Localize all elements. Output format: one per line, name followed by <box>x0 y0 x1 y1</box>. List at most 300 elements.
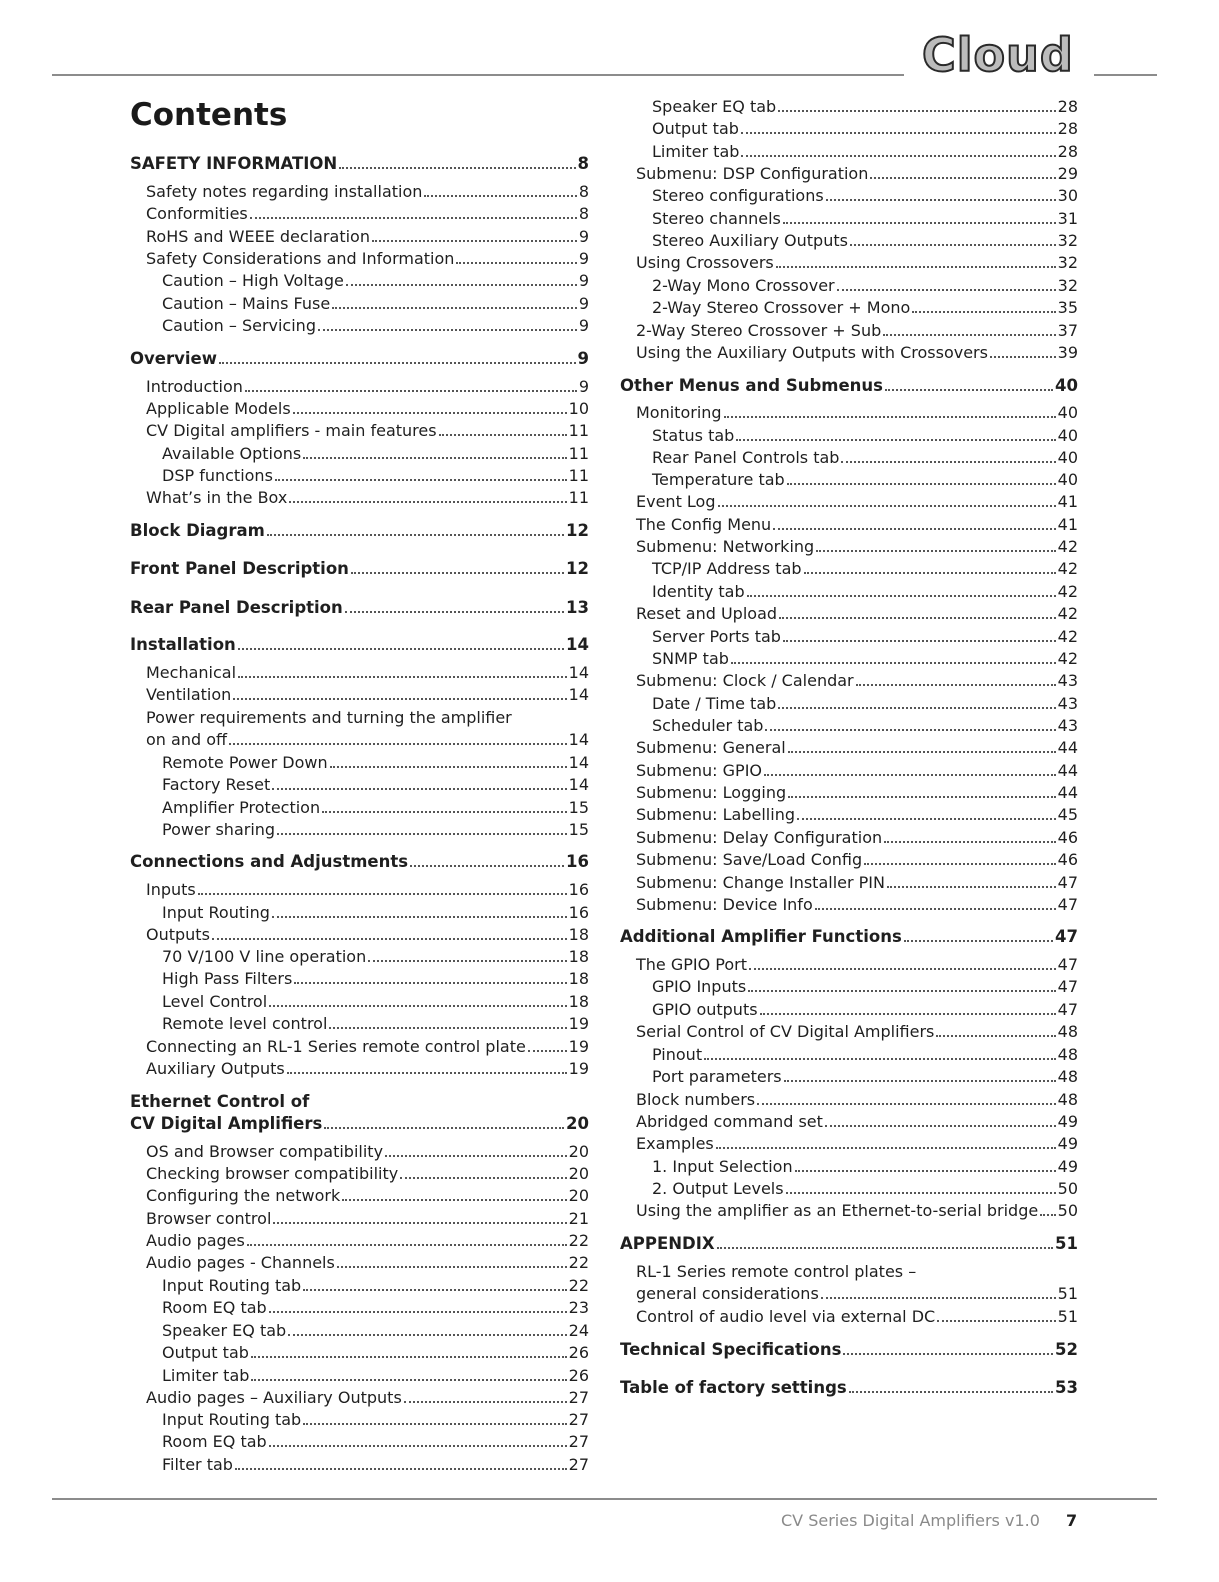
toc-entry[interactable] <box>130 924 589 946</box>
toc-dot-leader <box>528 1050 567 1052</box>
toc-entry-page: 50 <box>1057 1201 1078 1220</box>
toc-entry-page: 15 <box>568 798 589 817</box>
toc-entry[interactable] <box>130 1252 589 1274</box>
toc-entry-title: Overview <box>130 349 217 368</box>
toc-entry-title: High Pass Filters <box>162 969 293 988</box>
toc-entry[interactable] <box>620 96 1078 118</box>
toc-entry[interactable] <box>130 684 589 706</box>
toc-entry[interactable] <box>620 894 1078 916</box>
toc-entry-title: Rear Panel Description <box>130 598 343 617</box>
toc-entry-page: 47 <box>1057 1000 1078 1019</box>
toc-entry-page: 10 <box>568 399 589 418</box>
toc-entry-page: 44 <box>1057 783 1078 802</box>
toc-entry-title: CV Digital amplifiers - main features <box>146 421 437 440</box>
toc-entry-page: 20 <box>568 1142 589 1161</box>
toc-entry-page: 9 <box>578 249 589 268</box>
toc-entry[interactable] <box>620 320 1078 342</box>
toc-entry[interactable] <box>130 1409 589 1431</box>
toc-entry[interactable] <box>130 819 589 841</box>
toc-entry-page: 52 <box>1055 1340 1078 1359</box>
toc-entry[interactable] <box>130 420 589 442</box>
toc-entry[interactable] <box>620 670 1078 692</box>
toc-entry[interactable] <box>620 1156 1078 1178</box>
toc-entry[interactable] <box>130 1365 589 1387</box>
toc-dot-leader <box>778 707 1055 709</box>
toc-entry-title: Introduction <box>146 377 243 396</box>
toc-entry[interactable] <box>620 760 1078 782</box>
toc-dot-leader <box>251 1356 567 1358</box>
toc-entry-page: 8 <box>578 182 589 201</box>
toc-entry[interactable] <box>130 1208 589 1230</box>
toc-entry-title: Limiter tab <box>652 142 740 161</box>
toc-entry-title: Installation <box>130 635 236 654</box>
toc-dot-leader <box>272 916 567 918</box>
toc-entry[interactable] <box>130 465 589 487</box>
toc-entry[interactable] <box>620 1066 1078 1088</box>
toc-dot-leader <box>267 534 564 536</box>
toc-entry-title: Speaker EQ tab <box>162 1321 287 1340</box>
toc-entry-title: general considerations <box>636 1284 819 1303</box>
footer-page-number: 7 <box>1066 1511 1078 1530</box>
toc-dot-leader <box>731 662 1056 664</box>
toc-entry[interactable] <box>620 603 1078 625</box>
toc-entry-page: 48 <box>1057 1045 1078 1064</box>
toc-entry[interactable] <box>620 1178 1078 1200</box>
toc-dot-leader <box>250 217 577 219</box>
toc-dot-leader <box>717 1247 1053 1249</box>
toc-entry-title: RL-1 Series remote control plates – <box>636 1262 917 1281</box>
toc-dot-leader <box>850 244 1056 246</box>
toc-entry[interactable] <box>130 1431 589 1453</box>
toc-entry-page: 8 <box>577 154 589 173</box>
toc-entry-title: Submenu: Labelling <box>636 805 795 824</box>
toc-entry-title: Power sharing <box>162 820 276 839</box>
toc-entry-page: 40 <box>1055 376 1078 395</box>
toc-entry[interactable] <box>130 487 589 509</box>
toc-entry-title: Safety Considerations and Information <box>146 249 455 268</box>
toc-entry[interactable] <box>130 558 589 580</box>
toc-entry[interactable] <box>130 293 589 315</box>
toc-entry[interactable] <box>130 203 589 225</box>
toc-entry-page: 51 <box>1057 1284 1078 1303</box>
toc-entry[interactable] <box>130 520 589 542</box>
toc-entry[interactable] <box>620 208 1078 230</box>
toc-entry[interactable] <box>130 597 589 619</box>
toc-entry[interactable] <box>130 1091 589 1113</box>
toc-entry-title: RoHS and WEEE declaration <box>146 227 370 246</box>
toc-entry-title: 2-Way Stereo Crossover + Sub <box>636 321 882 340</box>
toc-entry[interactable] <box>620 141 1078 163</box>
toc-entry-page: 20 <box>566 1114 589 1133</box>
toc-dot-leader <box>273 1222 566 1224</box>
toc-entry-title: Factory Reset <box>162 775 271 794</box>
toc-entry-page: 40 <box>1057 426 1078 445</box>
toc-dot-leader <box>804 572 1056 574</box>
toc-dot-leader <box>303 457 566 459</box>
toc-entry-page: 51 <box>1055 1234 1078 1253</box>
toc-dot-leader <box>718 505 1056 507</box>
toc-entry[interactable] <box>130 443 589 465</box>
toc-entry[interactable] <box>130 1013 589 1035</box>
toc-entry-title: Front Panel Description <box>130 559 349 578</box>
toc-entry-page: 28 <box>1057 142 1078 161</box>
toc-entry[interactable] <box>130 1058 589 1080</box>
toc-entry-page: 18 <box>568 925 589 944</box>
toc-entry-page: 13 <box>566 598 589 617</box>
toc-entry-page: 47 <box>1057 977 1078 996</box>
toc-entry[interactable] <box>620 1233 1078 1255</box>
toc-entry-title: Table of factory settings <box>620 1378 847 1397</box>
toc-entry-page: 40 <box>1057 448 1078 467</box>
toc-entry-title: SAFETY INFORMATION <box>130 154 338 173</box>
toc-entry-page: 51 <box>1057 1307 1078 1326</box>
toc-entry-page: 27 <box>568 1388 589 1407</box>
toc-entry[interactable] <box>620 558 1078 580</box>
toc-entry[interactable] <box>130 634 589 656</box>
toc-entry-title: 1. Input Selection <box>652 1157 793 1176</box>
toc-entry-page: 21 <box>568 1209 589 1228</box>
toc-entry[interactable] <box>130 946 589 968</box>
toc-dot-leader <box>856 684 1056 686</box>
toc-dot-leader <box>936 1035 1055 1037</box>
toc-entry-title: Identity tab <box>652 582 745 601</box>
toc-entry[interactable] <box>620 926 1078 948</box>
toc-entry[interactable] <box>130 181 589 203</box>
toc-entry-title: Ventilation <box>146 685 232 704</box>
toc-entry[interactable] <box>130 968 589 990</box>
toc-entry-page: 18 <box>568 969 589 988</box>
toc-entry-page: 48 <box>1057 1090 1078 1109</box>
toc-entry[interactable] <box>130 348 589 370</box>
toc-entry[interactable] <box>620 1377 1078 1399</box>
toc-dot-leader <box>329 1027 566 1029</box>
toc-entry-title: Port parameters <box>652 1067 782 1086</box>
toc-entry-title: Technical Specifications <box>620 1340 842 1359</box>
toc-entry-title: Submenu: Save/Load Config <box>636 850 863 869</box>
toc-entry-page: 16 <box>568 903 589 922</box>
toc-dot-leader <box>238 648 564 650</box>
toc-entry-title: Room EQ tab <box>162 1432 267 1451</box>
toc-dot-leader <box>212 938 567 940</box>
toc-entry[interactable] <box>620 1261 1078 1283</box>
toc-entry-page: 18 <box>568 992 589 1011</box>
toc-dot-leader <box>736 439 1055 441</box>
toc-dot-leader <box>272 788 566 790</box>
toc-entry[interactable] <box>130 1230 589 1252</box>
header-rule-right <box>1094 74 1157 76</box>
toc-entry[interactable] <box>620 976 1078 998</box>
toc-dot-leader <box>288 1334 566 1336</box>
toc-entry[interactable] <box>130 1320 589 1342</box>
toc-dot-leader <box>749 968 1056 970</box>
toc-entry[interactable] <box>130 1113 589 1135</box>
toc-dot-leader <box>748 990 1055 992</box>
toc-entry[interactable] <box>620 827 1078 849</box>
toc-entry[interactable] <box>620 954 1078 976</box>
toc-entry-page: 9 <box>578 294 589 313</box>
toc-entry[interactable] <box>620 275 1078 297</box>
toc-dot-leader <box>424 195 576 197</box>
toc-left-column <box>130 0 589 1500</box>
toc-dot-leader <box>990 356 1056 358</box>
toc-dot-leader <box>788 751 1056 753</box>
toc-entry-title: Output tab <box>652 119 739 138</box>
toc-entry-page: 27 <box>568 1432 589 1451</box>
toc-entry[interactable] <box>620 402 1078 424</box>
toc-entry[interactable] <box>620 491 1078 513</box>
toc-entry[interactable] <box>620 648 1078 670</box>
toc-entry[interactable] <box>620 447 1078 469</box>
toc-entry[interactable] <box>130 315 589 337</box>
toc-entry[interactable] <box>620 1200 1078 1222</box>
toc-dot-leader <box>904 940 1053 942</box>
toc-entry-page: 19 <box>568 1014 589 1033</box>
toc-entry-page: 47 <box>1057 955 1078 974</box>
toc-dot-leader <box>786 1192 1056 1194</box>
toc-entry-title: Available Options <box>162 444 302 463</box>
toc-entry-page: 43 <box>1057 716 1078 735</box>
toc-entry[interactable] <box>620 693 1078 715</box>
toc-entry[interactable] <box>130 707 589 729</box>
toc-dot-leader <box>784 1080 1056 1082</box>
toc-entry[interactable] <box>130 1036 589 1058</box>
toc-entry-page: 42 <box>1057 582 1078 601</box>
toc-entry-page: 26 <box>568 1366 589 1385</box>
toc-entry-page: 44 <box>1057 738 1078 757</box>
toc-entry[interactable] <box>620 999 1078 1021</box>
toc-dot-leader <box>410 865 564 867</box>
toc-right-column <box>620 0 1078 1500</box>
toc-dot-leader <box>779 617 1056 619</box>
toc-entry-title: Remote Power Down <box>162 753 328 772</box>
toc-entry-title: Power requirements and turning the amplifier <box>146 708 512 727</box>
toc-entry-page: 22 <box>568 1231 589 1250</box>
toc-entry[interactable] <box>130 376 589 398</box>
toc-entry[interactable] <box>620 804 1078 826</box>
toc-entry-title: OS and Browser compatibility <box>146 1142 384 1161</box>
toc-entry-page: 9 <box>578 227 589 246</box>
toc-entry-title: Caution – Servicing <box>162 316 316 335</box>
toc-entry[interactable] <box>620 536 1078 558</box>
toc-entry-page: 31 <box>1057 209 1078 228</box>
toc-entry[interactable] <box>620 1089 1078 1111</box>
toc-entry-title: Audio pages <box>146 1231 245 1250</box>
toc-entry-title: Auxiliary Outputs <box>146 1059 285 1078</box>
toc-entry-page: 43 <box>1057 671 1078 690</box>
toc-entry-page: 37 <box>1057 321 1078 340</box>
toc-dot-leader <box>294 982 566 984</box>
toc-entry-title: Submenu: DSP Configuration <box>636 164 869 183</box>
toc-entry-title: Room EQ tab <box>162 1298 267 1317</box>
toc-entry[interactable] <box>130 1163 589 1185</box>
toc-dot-leader <box>741 155 1055 157</box>
toc-dot-leader <box>368 960 566 962</box>
toc-entry-page: 24 <box>568 1321 589 1340</box>
toc-entry[interactable] <box>620 782 1078 804</box>
toc-dot-leader <box>337 1266 567 1268</box>
toc-entry[interactable] <box>620 252 1078 274</box>
toc-entry-page: 23 <box>568 1298 589 1317</box>
toc-entry[interactable] <box>620 1306 1078 1328</box>
toc-entry[interactable] <box>130 797 589 819</box>
toc-entry-page: 53 <box>1055 1378 1078 1397</box>
toc-entry[interactable] <box>620 737 1078 759</box>
toc-dot-leader <box>219 362 576 364</box>
toc-dot-leader <box>287 1072 567 1074</box>
toc-entry-page: 40 <box>1057 403 1078 422</box>
toc-entry-page: 28 <box>1057 119 1078 138</box>
toc-entry[interactable] <box>130 1387 589 1409</box>
toc-entry[interactable] <box>130 729 589 751</box>
toc-entry[interactable] <box>620 1339 1078 1361</box>
toc-entry-page: 30 <box>1057 186 1078 205</box>
toc-entry-page: 18 <box>568 947 589 966</box>
toc-dot-leader <box>251 1379 566 1381</box>
toc-entry[interactable] <box>130 1454 589 1476</box>
toc-entry-page: 46 <box>1057 828 1078 847</box>
toc-dot-leader <box>885 389 1053 391</box>
toc-entry[interactable] <box>620 581 1078 603</box>
toc-entry-title: Speaker EQ tab <box>652 97 777 116</box>
toc-entry-title: Server Ports tab <box>652 627 781 646</box>
toc-entry[interactable] <box>130 248 589 270</box>
toc-entry-page: 14 <box>568 753 589 772</box>
toc-entry[interactable] <box>620 375 1078 397</box>
toc-entry[interactable] <box>130 153 589 175</box>
toc-entry[interactable] <box>130 752 589 774</box>
toc-dot-leader <box>724 416 1056 418</box>
toc-entry-page: 19 <box>568 1037 589 1056</box>
toc-entry[interactable] <box>130 226 589 248</box>
toc-entry-title: DSP functions <box>162 466 273 485</box>
toc-entry-page: 27 <box>568 1455 589 1474</box>
toc-entry[interactable] <box>620 342 1078 364</box>
toc-dot-leader <box>346 284 577 286</box>
toc-entry[interactable] <box>620 163 1078 185</box>
toc-dot-leader <box>277 833 567 835</box>
toc-entry[interactable] <box>130 902 589 924</box>
toc-entry-page: 42 <box>1057 604 1078 623</box>
toc-dot-leader <box>837 289 1056 291</box>
toc-entry-title: Using the Auxiliary Outputs with Crossovers <box>636 343 988 362</box>
toc-dot-leader <box>783 222 1056 224</box>
toc-entry[interactable] <box>130 1342 589 1364</box>
toc-entry[interactable] <box>620 118 1078 140</box>
toc-entry-page: 42 <box>1057 627 1078 646</box>
toc-entry-page: 22 <box>568 1276 589 1295</box>
toc-entry-title: SNMP tab <box>652 649 729 668</box>
toc-entry-title: Examples <box>636 1134 714 1153</box>
toc-dot-leader <box>332 307 577 309</box>
footer-rule <box>52 1498 1157 1500</box>
toc-dot-leader <box>400 1177 566 1179</box>
toc-entry[interactable] <box>620 1283 1078 1305</box>
toc-dot-leader <box>269 1311 567 1313</box>
toc-entry-page: 20 <box>568 1164 589 1183</box>
toc-entry-page: 42 <box>1057 649 1078 668</box>
toc-entry-page: 48 <box>1057 1067 1078 1086</box>
toc-entry[interactable] <box>130 662 589 684</box>
toc-entry[interactable] <box>130 398 589 420</box>
toc-entry-title: CV Digital Amplifiers <box>130 1114 323 1133</box>
toc-entry-title: Conformities <box>146 204 248 223</box>
toc-entry-title: GPIO Inputs <box>652 977 747 996</box>
toc-dot-leader <box>849 1391 1053 1393</box>
toc-entry[interactable] <box>620 425 1078 447</box>
toc-entry[interactable] <box>620 297 1078 319</box>
toc-entry-title: Control of audio level via external DC <box>636 1307 936 1326</box>
toc-entry[interactable] <box>620 872 1078 894</box>
toc-entry-page: 16 <box>568 880 589 899</box>
toc-entry[interactable] <box>130 1141 589 1163</box>
toc-entry[interactable] <box>620 626 1078 648</box>
toc-entry-title: Block numbers <box>636 1090 756 1109</box>
toc-entry[interactable] <box>130 851 589 873</box>
toc-dot-leader <box>773 528 1055 530</box>
toc-dot-leader <box>870 177 1055 179</box>
toc-entry-page: 48 <box>1057 1022 1078 1041</box>
toc-dot-leader <box>843 1353 1053 1355</box>
toc-entry-title: Outputs <box>146 925 210 944</box>
toc-entry[interactable] <box>620 469 1078 491</box>
toc-entry-title: Input Routing <box>162 903 270 922</box>
toc-entry[interactable] <box>620 849 1078 871</box>
toc-dot-leader <box>233 698 566 700</box>
toc-entry-title: Input Routing tab <box>162 1276 302 1295</box>
toc-entry[interactable] <box>130 991 589 1013</box>
toc-dot-leader <box>765 729 1055 731</box>
toc-entry[interactable] <box>130 1185 589 1207</box>
toc-entry-page: 50 <box>1057 1179 1078 1198</box>
toc-entry[interactable] <box>130 774 589 796</box>
toc-entry-title: Submenu: General <box>636 738 786 757</box>
toc-entry-title: Serial Control of CV Digital Amplifiers <box>636 1022 935 1041</box>
toc-entry-title: Amplifier Protection <box>162 798 321 817</box>
toc-entry[interactable] <box>620 514 1078 536</box>
toc-entry-page: 12 <box>566 521 589 540</box>
toc-entry-title: Connecting an RL-1 Series remote control plate <box>146 1037 526 1056</box>
toc-entry-title: Output tab <box>162 1343 249 1362</box>
toc-entry-title: Connections and Adjustments <box>130 852 409 871</box>
toc-entry-title: Rear Panel Controls tab <box>652 448 840 467</box>
toc-entry-title: 2-Way Mono Crossover <box>652 276 835 295</box>
toc-entry-title: Submenu: Clock / Calendar <box>636 671 854 690</box>
toc-dot-leader <box>760 1013 1056 1015</box>
toc-entry[interactable] <box>620 1044 1078 1066</box>
toc-entry-page: 11 <box>568 421 589 440</box>
toc-entry-page: 9 <box>578 316 589 335</box>
toc-entry[interactable] <box>620 715 1078 737</box>
toc-entry[interactable] <box>620 1133 1078 1155</box>
toc-entry-page: 9 <box>578 377 589 396</box>
toc-entry[interactable] <box>620 1021 1078 1043</box>
page-title: Contents <box>130 97 288 133</box>
toc-entry[interactable] <box>620 1111 1078 1133</box>
toc-entry-page: 27 <box>568 1410 589 1429</box>
toc-entry[interactable] <box>130 270 589 292</box>
toc-entry[interactable] <box>620 230 1078 252</box>
toc-entry[interactable] <box>620 185 1078 207</box>
toc-entry[interactable] <box>130 1275 589 1297</box>
toc-entry[interactable] <box>130 879 589 901</box>
toc-entry-title: TCP/IP Address tab <box>652 559 802 578</box>
toc-entry-page: 14 <box>568 663 589 682</box>
toc-entry-title: Abridged command set <box>636 1112 823 1131</box>
toc-entry[interactable] <box>130 1297 589 1319</box>
toc-entry-title: Caution – High Voltage <box>162 271 344 290</box>
toc-entry-page: 40 <box>1057 470 1078 489</box>
toc-entry-title: Stereo Auxiliary Outputs <box>652 231 848 250</box>
